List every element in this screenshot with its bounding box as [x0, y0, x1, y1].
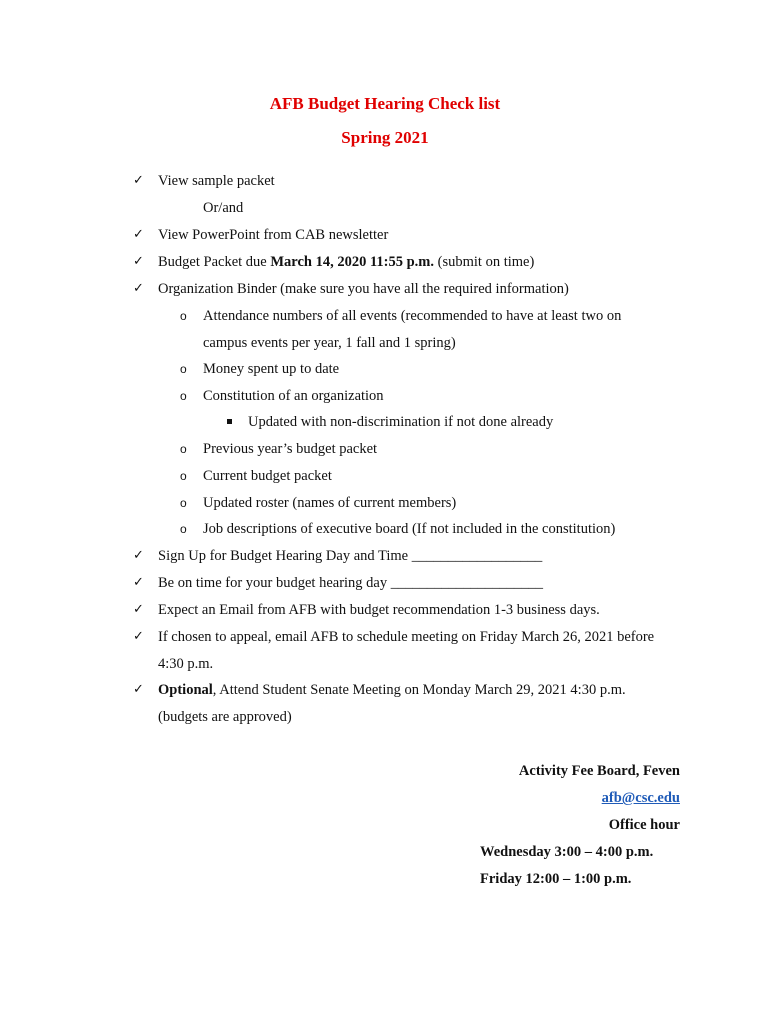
checklist-or-and: Or/and: [203, 200, 244, 216]
binder-sub-constitution: Constitution of an organization: [203, 388, 384, 404]
binder-sub-job-descriptions: Job descriptions of executive board (If not included in the constitution): [203, 521, 616, 537]
circle-bullet-icon: o: [180, 469, 187, 483]
circle-bullet-icon: o: [180, 442, 187, 456]
constitution-sub-nondiscrimination: Updated with non-discrimination if not done already: [248, 414, 554, 430]
checkmark-icon: ✓: [133, 602, 144, 617]
document-subtitle: Spring 2021: [341, 128, 429, 147]
checklist-item-optional-senate: [158, 681, 626, 699]
binder-sub-attendance-cont: campus events per year, 1 fall and 1 spring): [203, 335, 456, 351]
binder-sub-money: Money spent up to date: [203, 361, 340, 377]
optional-label: Optional: [158, 682, 213, 698]
senate-meeting-text: , Attend Student Senate Meeting on Monday March 29, 2021 4:30 p.m.: [212, 682, 626, 698]
checkmark-icon: ✓: [133, 254, 144, 269]
binder-sub-attendance: Attendance numbers of all events (recommended to have at least two on: [203, 308, 622, 324]
checklist-item-org-binder: Organization Binder (make sure you have all the required information): [158, 281, 569, 297]
checklist-item-view-sample: View sample packet: [158, 173, 275, 189]
checkmark-icon: ✓: [133, 682, 144, 697]
email-link[interactable]: afb@csc.edu: [601, 790, 680, 806]
checkmark-icon: ✓: [133, 281, 144, 296]
budget-packet-label: Budget Packet due: [158, 254, 271, 270]
checkmark-icon: ✓: [133, 227, 144, 242]
document-title: AFB Budget Hearing Check list: [269, 94, 501, 113]
office-hours-friday: Friday 12:00 – 1:00 p.m.: [480, 871, 632, 887]
square-bullet-icon: [227, 419, 232, 424]
checkmark-icon: ✓: [133, 173, 144, 188]
office-hour-label: Office hour: [608, 817, 680, 833]
budget-packet-due-date: March 14, 2020 11:55 p.m.: [270, 254, 435, 270]
circle-bullet-icon: o: [180, 389, 187, 403]
checklist-item-powerpoint: View PowerPoint from CAB newsletter: [158, 227, 389, 243]
binder-sub-previous-packet: Previous year’s budget packet: [203, 441, 378, 457]
checklist-item-expect-email: Expect an Email from AFB with budget recommendation 1-3 business days.: [158, 602, 600, 618]
budget-packet-note: (submit on time): [434, 254, 535, 270]
checklist-item-be-on-time: Be on time for your budget hearing day _____________________: [158, 575, 543, 591]
circle-bullet-icon: o: [180, 522, 187, 536]
circle-bullet-icon: o: [180, 496, 187, 510]
checkmark-icon: ✓: [133, 629, 144, 644]
signature-name: Activity Fee Board, Feven: [518, 763, 680, 779]
binder-sub-current-packet: Current budget packet: [203, 468, 332, 484]
circle-bullet-icon: o: [180, 362, 187, 376]
checklist-item-appeal: If chosen to appeal, email AFB to schedule meeting on Friday March 26, 2021 before: [158, 629, 655, 645]
binder-sub-roster: Updated roster (names of current members): [203, 495, 457, 511]
office-hours-wednesday: Wednesday 3:00 – 4:00 p.m.: [480, 844, 654, 860]
checklist-item-budget-packet: [158, 253, 534, 271]
checklist-item-appeal-cont: 4:30 p.m.: [158, 656, 214, 672]
checklist-item-sign-up: Sign Up for Budget Hearing Day and Time __________________: [158, 548, 543, 564]
checklist-item-optional-senate-cont: (budgets are approved): [158, 709, 292, 725]
signature-email-wrap: [602, 789, 680, 807]
checkmark-icon: ✓: [133, 548, 144, 563]
circle-bullet-icon: o: [180, 309, 187, 323]
checkmark-icon: ✓: [133, 575, 144, 590]
